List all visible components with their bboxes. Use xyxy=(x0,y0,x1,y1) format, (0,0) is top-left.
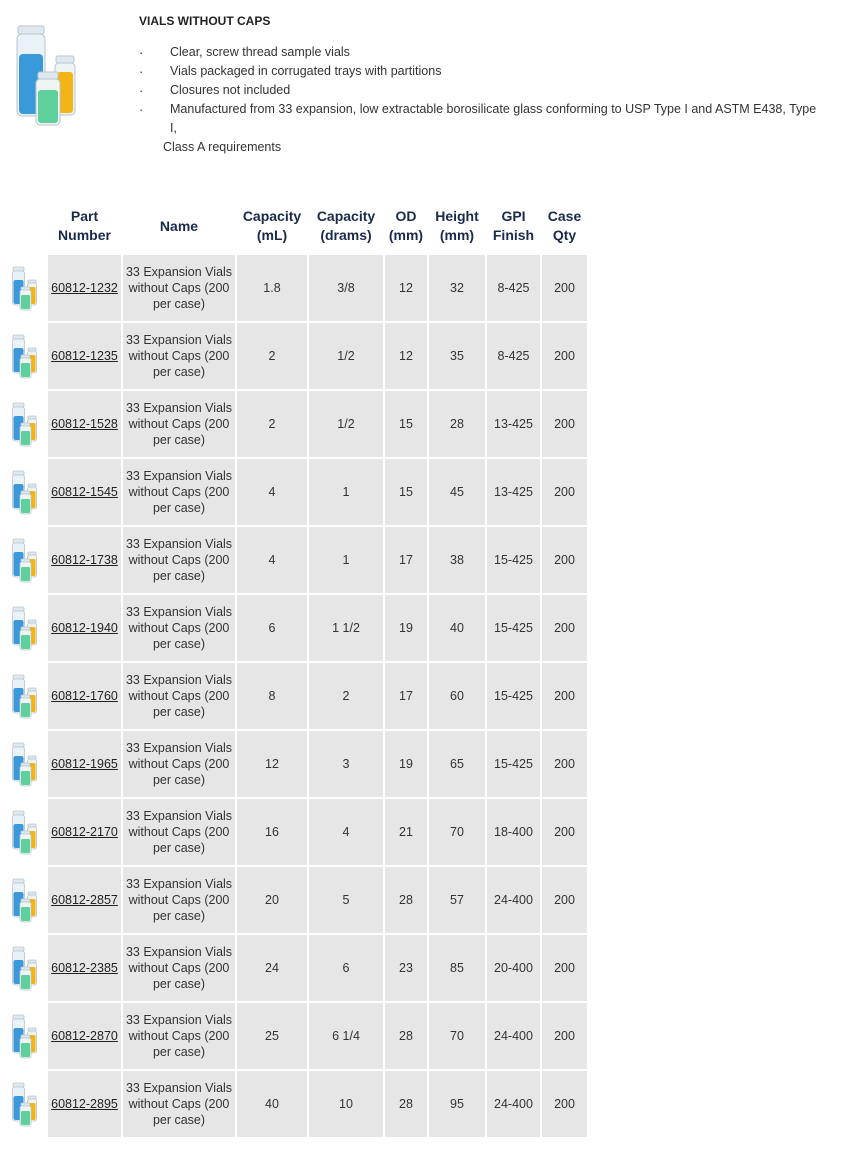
capacity-ml-cell: 2 xyxy=(237,391,307,457)
capacity-ml-cell: 24 xyxy=(237,935,307,1001)
part-number-cell xyxy=(48,527,121,593)
part-number-cell xyxy=(48,731,121,797)
table-row xyxy=(2,323,587,389)
part-number-cell xyxy=(48,1003,121,1069)
table-row xyxy=(2,1071,587,1137)
gpi-finish-cell: 18-400 xyxy=(487,799,540,865)
case-qty-cell: 200 xyxy=(542,1071,587,1137)
col-header-capacity-ml: Capacity (mL) xyxy=(237,199,307,253)
vial-thumbnail-icon[interactable] xyxy=(2,1071,46,1137)
part-number-cell xyxy=(48,663,121,729)
col-header-gpi-finish: GPI Finish xyxy=(487,199,540,253)
part-number-link[interactable]: 60812-2170 xyxy=(51,825,118,839)
case-qty-cell: 200 xyxy=(542,595,587,661)
part-number-cell xyxy=(48,255,121,321)
name-cell: 33 Expansion Vials without Caps (200 per case) xyxy=(123,663,235,729)
height-cell: 70 xyxy=(429,1003,485,1069)
part-number-link[interactable]: 60812-1232 xyxy=(51,281,118,295)
case-qty-cell: 200 xyxy=(542,391,587,457)
table-row xyxy=(2,799,587,865)
capacity-drams-cell: 4 xyxy=(309,799,383,865)
table-row xyxy=(2,731,587,797)
case-qty-cell: 200 xyxy=(542,867,587,933)
part-number-cell xyxy=(48,459,121,525)
vial-thumbnail-icon[interactable] xyxy=(2,595,46,661)
height-cell: 38 xyxy=(429,527,485,593)
capacity-ml-cell: 12 xyxy=(237,731,307,797)
case-qty-cell: 200 xyxy=(542,799,587,865)
capacity-drams-cell: 1 xyxy=(309,459,383,525)
feature-text: Clear, screw thread sample vials xyxy=(170,45,350,59)
gpi-finish-cell: 13-425 xyxy=(487,459,540,525)
capacity-ml-cell: 1.8 xyxy=(237,255,307,321)
od-cell: 23 xyxy=(385,935,427,1001)
feature-text-continued: Class A requirements xyxy=(163,140,282,154)
capacity-ml-cell: 40 xyxy=(237,1071,307,1137)
col-header-od: OD (mm) xyxy=(385,199,427,253)
name-cell: 33 Expansion Vials without Caps (200 per case) xyxy=(123,459,235,525)
capacity-drams-cell: 3/8 xyxy=(309,255,383,321)
capacity-drams-cell: 3 xyxy=(309,731,383,797)
od-cell: 12 xyxy=(385,255,427,321)
table-row xyxy=(2,663,587,729)
gpi-finish-cell: 24-400 xyxy=(487,1003,540,1069)
part-number-link[interactable]: 60812-1738 xyxy=(51,553,118,567)
od-cell: 17 xyxy=(385,527,427,593)
capacity-drams-cell: 6 xyxy=(309,935,383,1001)
name-cell: 33 Expansion Vials without Caps (200 per case) xyxy=(123,867,235,933)
part-number-link[interactable]: 60812-2870 xyxy=(51,1029,118,1043)
height-cell: 95 xyxy=(429,1071,485,1137)
table-row xyxy=(2,255,587,321)
name-cell: 33 Expansion Vials without Caps (200 per case) xyxy=(123,1071,235,1137)
gpi-finish-cell: 20-400 xyxy=(487,935,540,1001)
case-qty-cell: 200 xyxy=(542,459,587,525)
capacity-ml-cell: 4 xyxy=(237,459,307,525)
name-cell: 33 Expansion Vials without Caps (200 per case) xyxy=(123,731,235,797)
feature-list xyxy=(139,43,819,157)
part-number-link[interactable]: 60812-2857 xyxy=(51,893,118,907)
part-number-cell xyxy=(48,799,121,865)
vial-thumbnail-icon[interactable] xyxy=(2,799,46,865)
thumb-header xyxy=(2,199,46,253)
part-number-link[interactable]: 60812-2385 xyxy=(51,961,118,975)
part-number-cell xyxy=(48,867,121,933)
col-header-capacity-drams: Capacity (drams) xyxy=(309,199,383,253)
part-number-link[interactable]: 60812-1940 xyxy=(51,621,118,635)
table-row xyxy=(2,391,587,457)
feature-item xyxy=(139,43,819,62)
height-cell: 85 xyxy=(429,935,485,1001)
vial-thumbnail-icon[interactable] xyxy=(2,323,46,389)
gpi-finish-cell: 15-425 xyxy=(487,731,540,797)
feature-item xyxy=(139,81,819,100)
od-cell: 21 xyxy=(385,799,427,865)
feature-item xyxy=(139,100,819,157)
vials-table xyxy=(0,197,589,1139)
gpi-finish-cell: 24-400 xyxy=(487,867,540,933)
height-cell: 70 xyxy=(429,799,485,865)
od-cell: 28 xyxy=(385,1003,427,1069)
gpi-finish-cell: 8-425 xyxy=(487,323,540,389)
height-cell: 28 xyxy=(429,391,485,457)
gpi-finish-cell: 24-400 xyxy=(487,1071,540,1137)
capacity-ml-cell: 20 xyxy=(237,867,307,933)
case-qty-cell: 200 xyxy=(542,255,587,321)
vial-thumbnail-icon[interactable] xyxy=(2,391,46,457)
part-number-link[interactable]: 60812-1235 xyxy=(51,349,118,363)
capacity-ml-cell: 6 xyxy=(237,595,307,661)
table-row xyxy=(2,459,587,525)
name-cell: 33 Expansion Vials without Caps (200 per case) xyxy=(123,1003,235,1069)
height-cell: 32 xyxy=(429,255,485,321)
part-number-cell xyxy=(48,391,121,457)
vial-thumbnail-icon[interactable] xyxy=(2,1003,46,1069)
vial-thumbnail-icon[interactable] xyxy=(2,527,46,593)
od-cell: 17 xyxy=(385,663,427,729)
capacity-drams-cell: 1/2 xyxy=(309,391,383,457)
part-number-link[interactable]: 60812-1965 xyxy=(51,757,118,771)
height-cell: 40 xyxy=(429,595,485,661)
col-header-part-number: Part Number xyxy=(48,199,121,253)
part-number-link[interactable]: 60812-2895 xyxy=(51,1097,118,1111)
vial-thumbnail-icon[interactable] xyxy=(2,663,46,729)
part-number-link[interactable]: 60812-1528 xyxy=(51,417,118,431)
capacity-ml-cell: 25 xyxy=(237,1003,307,1069)
height-cell: 57 xyxy=(429,867,485,933)
feature-text: Manufactured from 33 expansion, low extractable borosilicate glass conforming to USP Type I and ASTM E438, Type I, xyxy=(170,102,817,135)
capacity-ml-cell: 4 xyxy=(237,527,307,593)
part-number-cell xyxy=(48,1071,121,1137)
capacity-drams-cell: 1 xyxy=(309,527,383,593)
case-qty-cell: 200 xyxy=(542,323,587,389)
vial-thumbnail-icon[interactable] xyxy=(2,935,46,1001)
page-title: VIALS WITHOUT CAPS xyxy=(139,14,271,28)
table-row xyxy=(2,527,587,593)
name-cell: 33 Expansion Vials without Caps (200 per case) xyxy=(123,595,235,661)
capacity-drams-cell: 10 xyxy=(309,1071,383,1137)
table-row xyxy=(2,1003,587,1069)
gpi-finish-cell: 8-425 xyxy=(487,255,540,321)
case-qty-cell: 200 xyxy=(542,663,587,729)
vial-thumbnail-icon[interactable] xyxy=(2,255,46,321)
col-header-case-qty: Case Qty xyxy=(542,199,587,253)
table-row xyxy=(2,595,587,661)
part-number-link[interactable]: 60812-1760 xyxy=(51,689,118,703)
table-row xyxy=(2,867,587,933)
capacity-drams-cell: 1 1/2 xyxy=(309,595,383,661)
table-header-row xyxy=(2,199,587,253)
gpi-finish-cell: 15-425 xyxy=(487,663,540,729)
od-cell: 19 xyxy=(385,731,427,797)
capacity-drams-cell: 2 xyxy=(309,663,383,729)
capacity-ml-cell: 2 xyxy=(237,323,307,389)
vials-image-icon xyxy=(14,20,78,128)
feature-item xyxy=(139,62,819,81)
height-cell: 45 xyxy=(429,459,485,525)
od-cell: 28 xyxy=(385,1071,427,1137)
part-number-link[interactable]: 60812-1545 xyxy=(51,485,118,499)
height-cell: 65 xyxy=(429,731,485,797)
capacity-ml-cell: 8 xyxy=(237,663,307,729)
gpi-finish-cell: 15-425 xyxy=(487,595,540,661)
height-cell: 35 xyxy=(429,323,485,389)
case-qty-cell: 200 xyxy=(542,731,587,797)
capacity-ml-cell: 16 xyxy=(237,799,307,865)
feature-text: Closures not included xyxy=(170,83,291,97)
gpi-finish-cell: 13-425 xyxy=(487,391,540,457)
od-cell: 19 xyxy=(385,595,427,661)
name-cell: 33 Expansion Vials without Caps (200 per case) xyxy=(123,323,235,389)
vial-thumbnail-icon[interactable] xyxy=(2,731,46,797)
table-row xyxy=(2,935,587,1001)
feature-text: Vials packaged in corrugated trays with partitions xyxy=(170,64,442,78)
gpi-finish-cell: 15-425 xyxy=(487,527,540,593)
vial-thumbnail-icon[interactable] xyxy=(2,867,46,933)
part-number-cell xyxy=(48,323,121,389)
case-qty-cell: 200 xyxy=(542,1003,587,1069)
part-number-cell xyxy=(48,595,121,661)
name-cell: 33 Expansion Vials without Caps (200 per case) xyxy=(123,391,235,457)
case-qty-cell: 200 xyxy=(542,935,587,1001)
vial-thumbnail-icon[interactable] xyxy=(2,459,46,525)
name-cell: 33 Expansion Vials without Caps (200 per case) xyxy=(123,799,235,865)
case-qty-cell: 200 xyxy=(542,527,587,593)
od-cell: 12 xyxy=(385,323,427,389)
name-cell: 33 Expansion Vials without Caps (200 per case) xyxy=(123,255,235,321)
part-number-cell xyxy=(48,935,121,1001)
od-cell: 28 xyxy=(385,867,427,933)
col-header-name: Name xyxy=(123,199,235,253)
capacity-drams-cell: 5 xyxy=(309,867,383,933)
name-cell: 33 Expansion Vials without Caps (200 per case) xyxy=(123,527,235,593)
capacity-drams-cell: 6 1/4 xyxy=(309,1003,383,1069)
od-cell: 15 xyxy=(385,459,427,525)
capacity-drams-cell: 1/2 xyxy=(309,323,383,389)
name-cell: 33 Expansion Vials without Caps (200 per case) xyxy=(123,935,235,1001)
height-cell: 60 xyxy=(429,663,485,729)
col-header-height: Height (mm) xyxy=(429,199,485,253)
od-cell: 15 xyxy=(385,391,427,457)
